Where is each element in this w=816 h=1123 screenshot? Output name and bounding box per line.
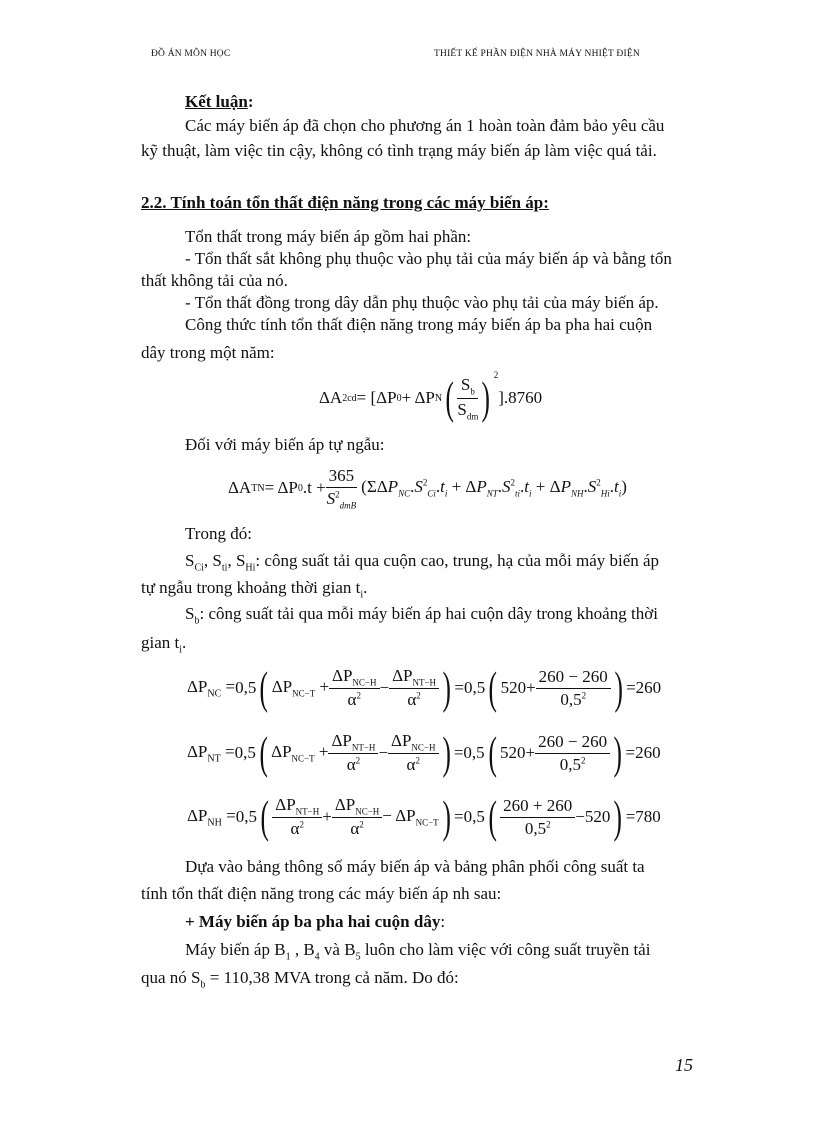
delta-p-nt-value: 260 xyxy=(635,743,661,762)
paragraph-2b: thất không tải của nó. xyxy=(141,271,288,290)
paragraph-2a: - Tổn thất sắt không phụ thuộc vào phụ tải của máy biến áp và bằng tổn xyxy=(185,249,672,268)
paragraph-5: Đối với máy biến áp tự ngẫu: xyxy=(185,435,385,454)
page-number: 15 xyxy=(675,1055,693,1075)
conclusion-line-2: kỹ thuật, làm việc tin cậy, không có tình trạng máy biến áp làm việc quá tải. xyxy=(141,141,657,160)
paragraph-8a: $S_b$: công suất tải qua mỗi máy biến áp hai cuộn dây trong khoảng thời xyxy=(185,604,658,627)
paragraph-4b: dây trong một năm: xyxy=(141,343,275,362)
conclusion-line-1: Các máy biến áp đã chọn cho phương án 1 hoàn toàn đảm bảo yêu cầu xyxy=(185,116,665,135)
paragraph-11: Máy biến áp $B_1$ , $B_4$ và $B_5$ luôn cho làm việc với công suất truyền tải xyxy=(185,940,651,963)
conclusion-heading: Kết luận: xyxy=(185,92,254,111)
formula-delta-a-tn: ΔA TN = ΔP 0 .t + $\frac{365}{S^2_{dmB}}$ $(\Sigma\Delta P_{NC}.S^2_{Ci}.t_i + \Delta P_{NT}.S^2_{ti}.t_i + \Delta P_{NH}.S^2_{Hi}.t_i)$ xyxy=(228,465,627,511)
delta-p-nc-value: 260 xyxy=(635,678,662,697)
paragraph-7c: tự ngẫu trong khoảng thời gian $t_i$. xyxy=(141,578,368,601)
paragraph-10: + Máy biến áp ba pha hai cuộn dây: xyxy=(185,912,446,931)
formula-delta-a-2cd: ΔA 2cd = [ΔP 0 + ΔP N ( $\frac{S_b}{S_{dm}}$ ) $^2$ ].8760 xyxy=(319,370,543,423)
paragraph-7a: $S_{Ci}$, $S_{ti}$, $S_{Hi}$: công suất tải qua cuộn cao, trung, hạ của mỗi máy biến áp xyxy=(185,551,660,574)
paragraph-6: Trong đó: xyxy=(185,524,252,543)
formula-delta-p-nc: $\Delta P_{NC}$ = 0,5 ( $\Delta P_{NC-T}$ + $\frac{\Delta P_{NC-H}}{\alpha^2}$ − $\frac{\Delta P_{NT-H}}{\alpha^2}$ ) = 0,5 ( 520 + $\frac{260 - 260}{0,5^2}$ ) = 260 xyxy=(187,662,662,713)
formula-delta-p-nt: $\Delta P_{NT}$ = 0,5 ( $\Delta P_{NC-T}$ + $\frac{\Delta P_{NT-H}}{\alpha^2}$ − $\frac{\Delta P_{NC-H}}{\alpha^2}$ ) = 0,5 ( 520 + $\frac{260 - 260}{0,5^2}$ ) = 260 xyxy=(187,727,661,778)
formula-delta-p-nh: $\Delta P_{NH}$ = 0,5 ( $\frac{\Delta P_{NT-H}}{\alpha^2}$ + $\frac{\Delta P_{NC-H}}{\alpha^2}$ − $\Delta P_{NC-T}$ ) = 0,5 ( $\frac{260 + 260}{0,5^2}$ − 520 ) = 780 xyxy=(187,791,661,842)
paragraph-4a: Công thức tính tổn thất điện năng trong máy biến áp ba pha hai cuộn xyxy=(185,315,653,334)
paragraph-1: Tổn thất trong máy biến áp gồm hai phần: xyxy=(185,227,472,246)
paragraph-9b: tính tổn thất điện năng trong các máy biến áp nh sau: xyxy=(141,884,502,903)
section-heading: 2.2. Tính toán tổn thất điện năng trong các máy biến áp: xyxy=(141,193,549,212)
paragraph-8c: gian $t_i$. xyxy=(141,633,187,656)
paragraph-3: - Tổn thất đồng trong dây dẫn phụ thuộc vào phụ tải của máy biến áp. xyxy=(185,293,659,312)
header-left: ĐỒ ÁN MÔN HỌC xyxy=(151,49,231,59)
paragraph-12: qua nó $S_b = 110,38$ MVA trong cả năm. Do đó: xyxy=(141,968,459,991)
header-right: THIẾT KẾ PHẦN ĐIỆN NHÀ MÁY NHIỆT ĐIỆN xyxy=(434,49,640,59)
paragraph-9a: Dựa vào bảng thông số máy biến áp và bảng phân phối công suất ta xyxy=(185,857,645,876)
delta-p-nh-value: 780 xyxy=(635,807,661,826)
